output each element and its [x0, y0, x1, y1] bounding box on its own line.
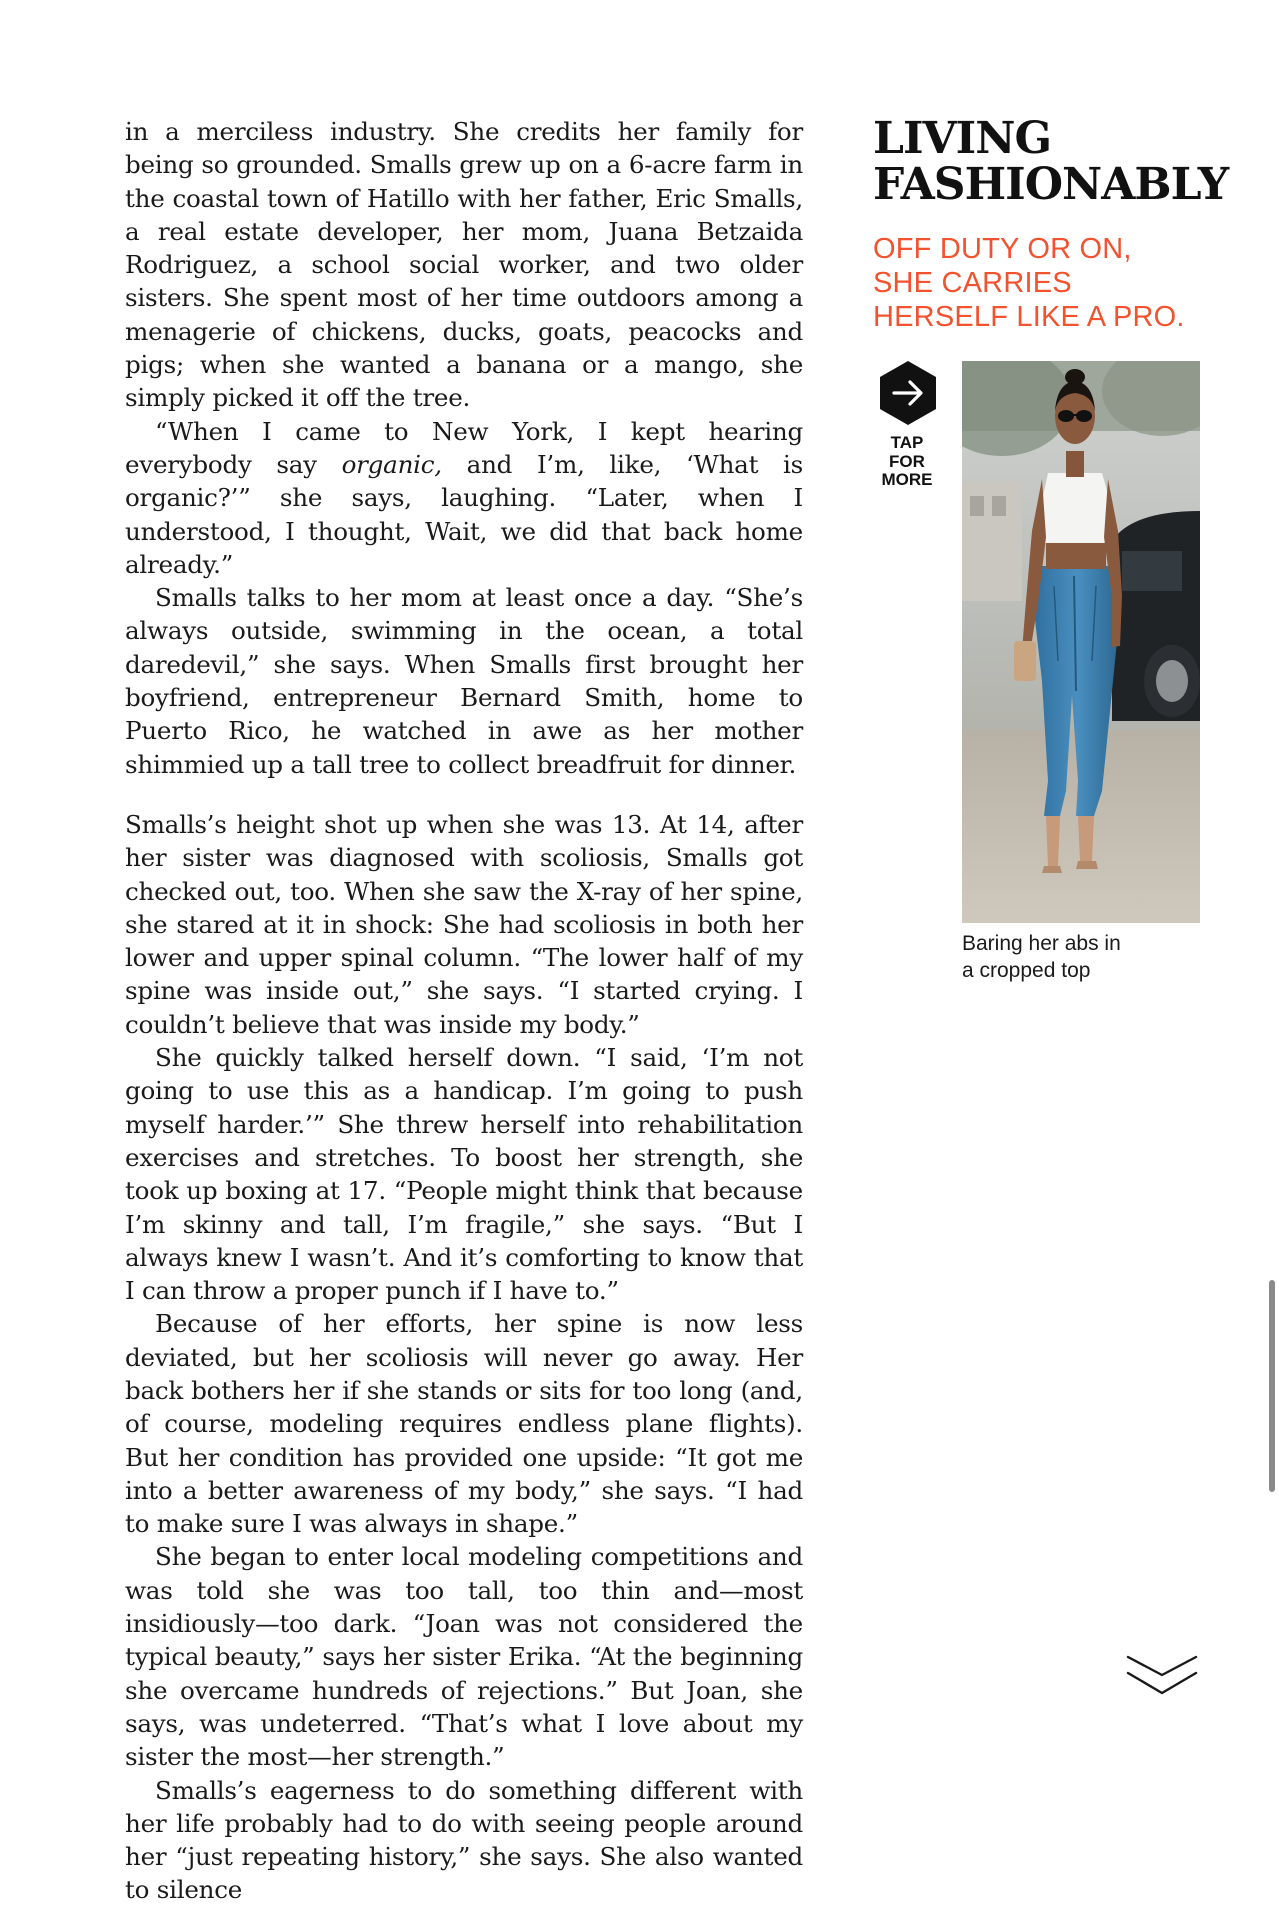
paragraph-text: and I’m, like, ‘What is organic?’” she says, laughing. “Later, when I understood, I thought, Wait, we did that back home already.” — [125, 449, 803, 579]
article-paragraph: in a merciless industry. She credits her family for being so grounded. Smalls grew up on a 6-acre farm in the coastal town of Hatillo with her father, Eric Smalls, a real estate developer, her mom, Juana Betzaida Rodriguez, a school social worker, and two older sisters. She spent most of her time outdoors among a menagerie of chickens, ducks, goats, peacocks and pigs; when she wanted a banana or a mango, she simply picked it off the tree. — [125, 117, 803, 413]
article-paragraph: She began to enter local modeling competitions and was told she was too tall, too thin and—most insidiously—too dark. “Joan was not considered the typical beauty,” says her sister Erika. “At the beginning she overcame hundreds of rejections.” But Joan, she says, was undeterred. “That’s what I love about my sister the most—her strength.” — [125, 1542, 803, 1772]
article-paragraph: Smalls talks to her mom at least once a day. “She’s always outside, swimming in the ocean, a total daredevil,” she says. When Smalls first brought her boyfriend, entrepreneur Bernard Smith, home to Puerto Rico, he watched in awe as her mother shimmied up a tall tree to collect breadfruit for dinner. — [125, 583, 803, 779]
fashion-photo[interactable] — [962, 361, 1200, 923]
article-paragraph: Smalls’s eagerness to do something different with her life probably had to do with seeing people around her “just repeating history,” she says. She also wanted to silence — [125, 1775, 803, 1905]
photo-caption: Baring her abs in a cropped top — [962, 932, 1121, 982]
article-paragraph: She quickly talked herself down. “I said, ‘I’m not going to use this as a handicap. I’m going to push myself harder.’” She threw herself into rehabilitation exercises and stretches. To boost her strength, she took up boxing at 17. “People might think that because I’m skinny and tall, I’m fragile,” she says. “But I always knew I wasn’t. And it’s comforting to know that I can throw a proper punch if I have to.” — [125, 1043, 803, 1306]
sidebar-subtitle: OFF DUTY OR ON, SHE CARRIES HERSELF LIKE A PRO. — [873, 233, 1185, 333]
emphasis-text: organic, — [341, 449, 442, 479]
article-paragraph — [125, 415, 803, 581]
arrow-right-icon — [879, 360, 937, 426]
double-chevron-down-icon[interactable] — [1124, 1653, 1200, 1699]
article-paragraph: Smalls’s height shot up when she was 13. At 14, after her sister was diagnosed with scoliosis, Smalls got checked out, too. When she saw the X-ray of her spine, she stared at it in shock: She had scoliosis in both her lower and upper spinal column. “The lower half of my spine was inside out,” she says. “I started crying. I couldn’t believe that was inside my body.” — [125, 809, 803, 1039]
tap-for-more-label: TAP FOR MORE — [881, 433, 933, 489]
sidebar-title: LIVING FASHIONABLY — [873, 113, 1229, 210]
scrollbar-thumb[interactable] — [1269, 1280, 1275, 1492]
tap-for-more-button[interactable] — [879, 360, 935, 490]
article-paragraph: Because of her efforts, her spine is now less deviated, but her scoliosis will never go away. Her back bothers her if she stands or sits for too long (and, of course, modeling requires endless plane flights). But her condition has provided one upside: “It got me into a better awareness of my body,” she says. “I had to make sure I was always in shape.” — [125, 1309, 803, 1539]
article-body — [125, 115, 803, 1907]
sidebar-feature — [873, 113, 1233, 334]
paragraph-text: “When I came to New York, I kept hearing everybody say — [125, 416, 803, 479]
